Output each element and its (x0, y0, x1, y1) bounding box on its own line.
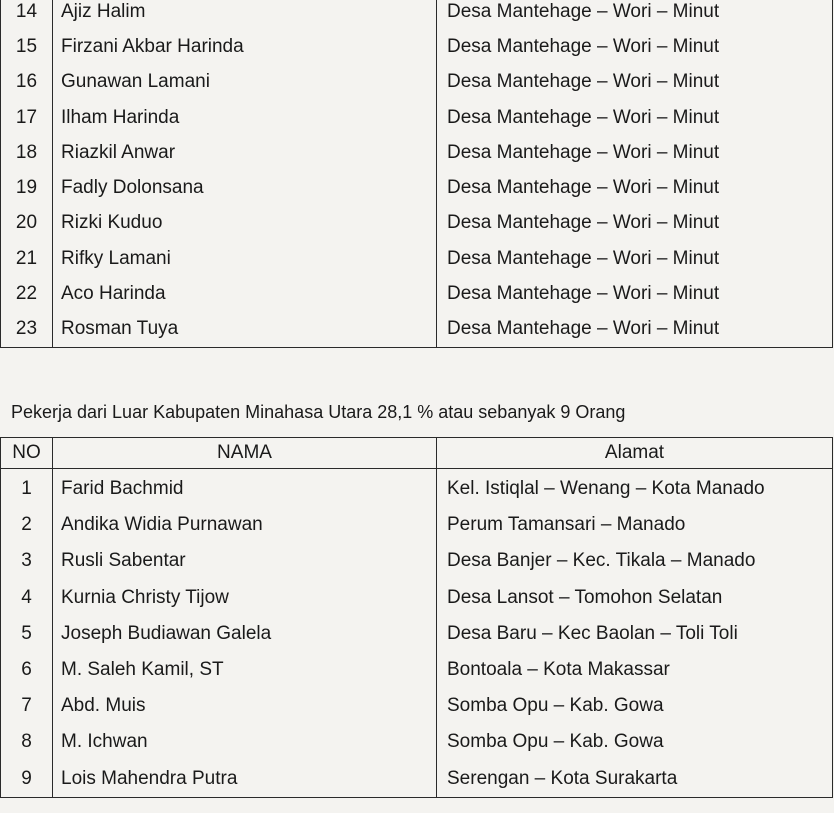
worker-name: Fadly Dolonsana (53, 170, 437, 205)
worker-address: Desa Banjer – Kec. Tikala – Manado (437, 543, 833, 579)
worker-name: Ajiz Halim (53, 0, 437, 29)
table-row (1, 580, 833, 616)
worker-name: Gunawan Lamani (53, 65, 437, 100)
row-number: 14 (1, 0, 53, 29)
worker-name: Rosman Tuya (53, 312, 437, 348)
worker-address: Desa Baru – Kec Baolan – Toli Toli (437, 616, 833, 652)
row-number: 9 (1, 761, 53, 798)
worker-address: Perum Tamansari – Manado (437, 507, 833, 543)
worker-address: Kel. Istiqlal – Wenang – Kota Manado (437, 469, 833, 508)
worker-name: Aco Harinda (53, 276, 437, 311)
worker-address: Desa Mantehage – Wori – Minut (437, 241, 833, 276)
row-number: 19 (1, 170, 53, 205)
worker-address: Serengan – Kota Surakarta (437, 761, 833, 798)
row-number: 1 (1, 469, 53, 508)
worker-name: Lois Mahendra Putra (53, 761, 437, 798)
row-number: 22 (1, 276, 53, 311)
table-row (1, 688, 833, 724)
worker-address: Desa Mantehage – Wori – Minut (437, 170, 833, 205)
row-number: 7 (1, 688, 53, 724)
table-row (1, 507, 833, 543)
row-number: 4 (1, 580, 53, 616)
worker-name: Kurnia Christy Tijow (53, 580, 437, 616)
worker-name: Rifky Lamani (53, 241, 437, 276)
worker-address: Desa Mantehage – Wori – Minut (437, 135, 833, 170)
row-number: 2 (1, 507, 53, 543)
header-no: NO (1, 438, 53, 469)
worker-name: Rizki Kuduo (53, 206, 437, 241)
worker-name: Farid Bachmid (53, 469, 437, 508)
workers-table-body (1, 0, 833, 347)
table-row (1, 616, 833, 652)
row-number: 18 (1, 135, 53, 170)
header-row (1, 438, 833, 469)
outside-workers-table (0, 437, 833, 798)
worker-address: Desa Mantehage – Wori – Minut (437, 100, 833, 135)
table-row (1, 170, 833, 205)
worker-address: Somba Opu – Kab. Gowa (437, 724, 833, 760)
worker-name: M. Saleh Kamil, ST (53, 652, 437, 688)
row-number: 8 (1, 724, 53, 760)
worker-address: Desa Mantehage – Wori – Minut (437, 312, 833, 348)
row-number: 6 (1, 652, 53, 688)
worker-name: Firzani Akbar Harinda (53, 29, 437, 64)
row-number: 5 (1, 616, 53, 652)
worker-address: Desa Lansot – Tomohon Selatan (437, 580, 833, 616)
table-row (1, 276, 833, 311)
worker-address: Desa Mantehage – Wori – Minut (437, 65, 833, 100)
table-row (1, 29, 833, 64)
row-number: 17 (1, 100, 53, 135)
table-row (1, 543, 833, 579)
worker-name: M. Ichwan (53, 724, 437, 760)
worker-name: Abd. Muis (53, 688, 437, 724)
table-row (1, 0, 833, 29)
row-number: 15 (1, 29, 53, 64)
worker-address: Desa Mantehage – Wori – Minut (437, 29, 833, 64)
worker-name: Riazkil Anwar (53, 135, 437, 170)
row-number: 20 (1, 206, 53, 241)
table-row (1, 724, 833, 760)
table-row (1, 761, 833, 798)
worker-name: Andika Widia Purnawan (53, 507, 437, 543)
table-row (1, 135, 833, 170)
worker-name: Joseph Budiawan Galela (53, 616, 437, 652)
table-row (1, 65, 833, 100)
table-header (1, 438, 833, 469)
table-row (1, 241, 833, 276)
section-caption: Pekerja dari Luar Kabupaten Minahasa Utara 28,1 % atau sebanyak 9 Orang (11, 402, 626, 422)
table-row (1, 206, 833, 241)
worker-address: Desa Mantehage – Wori – Minut (437, 0, 833, 29)
header-nama: NAMA (53, 438, 437, 469)
workers-table-continuation (0, 0, 833, 348)
worker-address: Bontoala – Kota Makassar (437, 652, 833, 688)
worker-address: Somba Opu – Kab. Gowa (437, 688, 833, 724)
table-row (1, 312, 833, 348)
row-number: 21 (1, 241, 53, 276)
worker-address: Desa Mantehage – Wori – Minut (437, 206, 833, 241)
table-row (1, 652, 833, 688)
header-alamat: Alamat (437, 438, 833, 469)
worker-name: Ilham Harinda (53, 100, 437, 135)
row-number: 16 (1, 65, 53, 100)
row-number: 3 (1, 543, 53, 579)
worker-address: Desa Mantehage – Wori – Minut (437, 276, 833, 311)
table-row (1, 469, 833, 508)
table-row (1, 100, 833, 135)
row-number: 23 (1, 312, 53, 348)
worker-name: Rusli Sabentar (53, 543, 437, 579)
outside-workers-body (1, 469, 833, 798)
